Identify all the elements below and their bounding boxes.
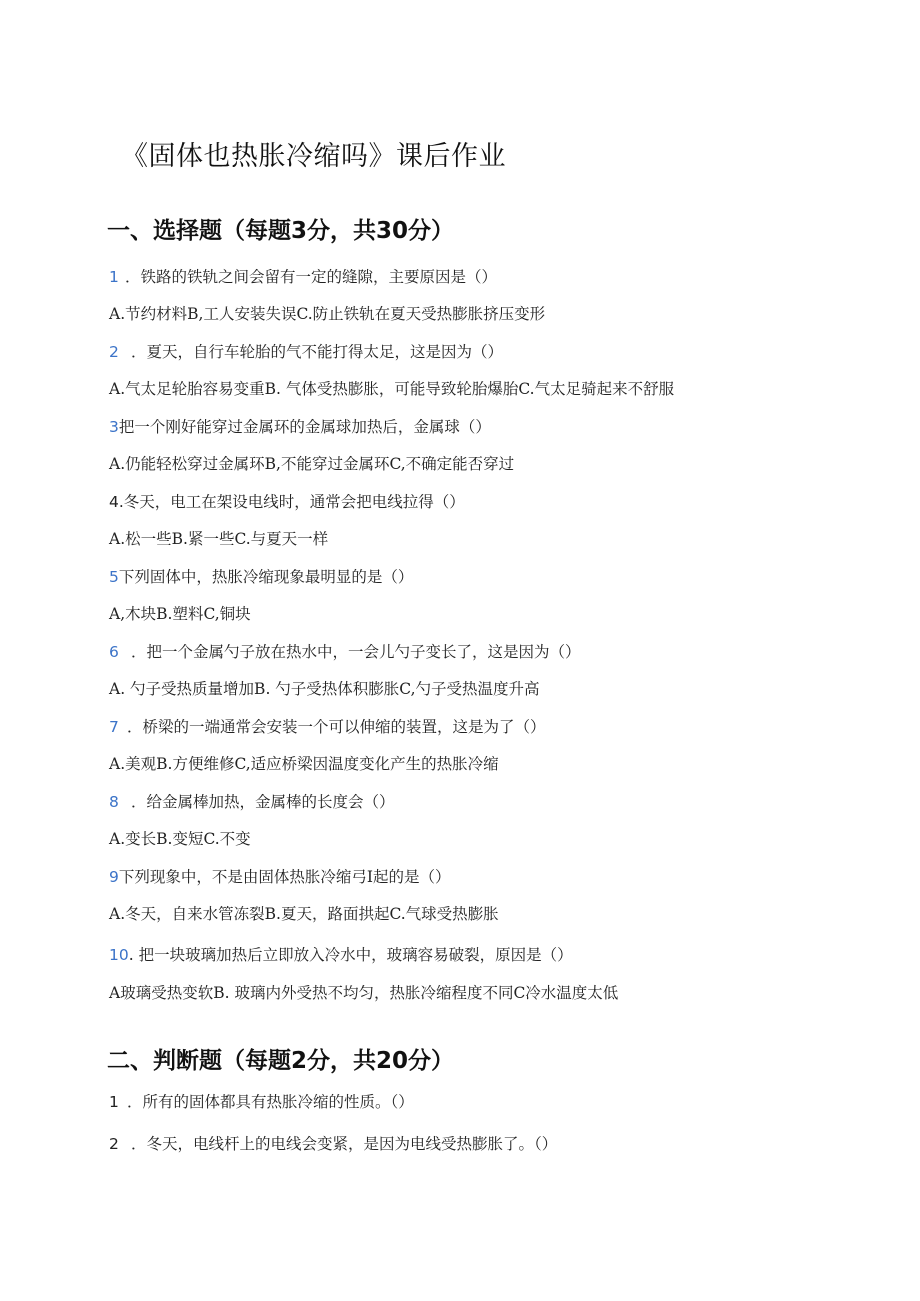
question-text: 冬天，电工在架设电线时，通常会把电线拉得（） <box>123 493 465 511</box>
question-number: 5 <box>109 568 119 586</box>
question-6-options: A. 勺子受热质量增加B. 勺子受热体积膨胀C,勺子受热温度升高 <box>109 680 540 698</box>
question-number: 8 <box>109 793 119 811</box>
question-text: . 把一块玻璃加热后立即放入冷水中，玻璃容易破裂，原因是（） <box>128 946 573 964</box>
question-number: 4. <box>109 493 124 511</box>
question-7-options: A.美观B.方便维修C,适应桥梁因温度变化产生的热胀冷缩 <box>109 755 499 773</box>
section-heading-choice: 一、选择题（每题3分，共30分） <box>107 218 455 244</box>
question-9-options: A.冬天，自来水管冻裂B.夏天，路面拱起C.气球受热膨胀 <box>109 905 499 923</box>
question-5-options: A,木块B.塑料C,铜块 <box>109 605 251 623</box>
question-text: 下列固体中，热胀冷缩现象最明显的是（） <box>118 568 414 586</box>
question-10-options: A玻璃受热变软B. 玻璃内外受热不均匀，热胀冷缩程度不同C冷水温度太低 <box>109 984 619 1002</box>
question-2 <box>109 341 503 363</box>
question-number: 6 <box>109 643 119 661</box>
question-8 <box>109 791 395 813</box>
question-number: 3 <box>109 418 119 436</box>
question-number: 1 <box>109 268 119 286</box>
question-number: 2 <box>109 343 119 361</box>
question-text: ．桥梁的一端通常会安装一个可以伸缩的装置，这是为了（） <box>127 718 546 736</box>
question-text: ．冬天，电线杆上的电线会变紧，是因为电线受热膨胀了。（） <box>131 1135 558 1153</box>
question-6 <box>109 641 581 663</box>
question-4-options: A.松一些B.紧一些C.与夏天一样 <box>109 530 329 548</box>
question-7 <box>109 716 546 738</box>
question-text: ．铁路的铁轨之间会留有一定的缝隙，主要原因是（） <box>125 268 498 286</box>
page-title: 《固体也热胀冷缩吗》课后作业 <box>121 141 506 172</box>
question-3-options: A.仍能轻松穿过金属环B,不能穿过金属环C,不确定能否穿过 <box>109 455 515 473</box>
question-number: 7 <box>109 718 119 736</box>
question-text: ．把一个金属勺子放在热水中，一会儿勺子变长了，这是因为（） <box>131 643 581 661</box>
question-number: 9 <box>109 868 119 886</box>
judge-question-2 <box>109 1133 557 1155</box>
question-number: 2 <box>109 1135 119 1153</box>
question-1-options: A.节约材料B,工人安装失误C.防止铁轨在夏天受热膨胀挤压变形 <box>109 305 546 323</box>
question-text: ．夏天，自行车轮胎的气不能打得太足，这是因为（） <box>131 343 504 361</box>
question-8-options: A.变长B.变短C.不变 <box>109 830 251 848</box>
question-text: ．所有的固体都具有热胀冷缩的性质。（） <box>127 1093 414 1111</box>
question-10 <box>109 944 573 966</box>
question-2-options: A.气太足轮胎容易变重B. 气体受热膨胀，可能导致轮胎爆胎C.气太足骑起来不舒服 <box>109 380 675 398</box>
question-number: 1 <box>109 1093 119 1111</box>
question-9 <box>109 866 451 888</box>
question-1 <box>109 266 497 288</box>
judge-question-1 <box>109 1091 414 1113</box>
question-text: 下列现象中，不是由固体热胀冷缩弓I起的是（） <box>118 868 451 886</box>
question-4 <box>109 491 465 513</box>
question-number: 10 <box>109 946 129 964</box>
question-3 <box>109 416 491 438</box>
question-5 <box>109 566 413 588</box>
question-text: ．给金属棒加热，金属棒的长度会（） <box>131 793 395 811</box>
question-text: 把一个刚好能穿过金属环的金属球加热后，金属球（） <box>118 418 491 436</box>
section-heading-judge: 二、判断题（每题2分，共20分） <box>107 1048 455 1074</box>
